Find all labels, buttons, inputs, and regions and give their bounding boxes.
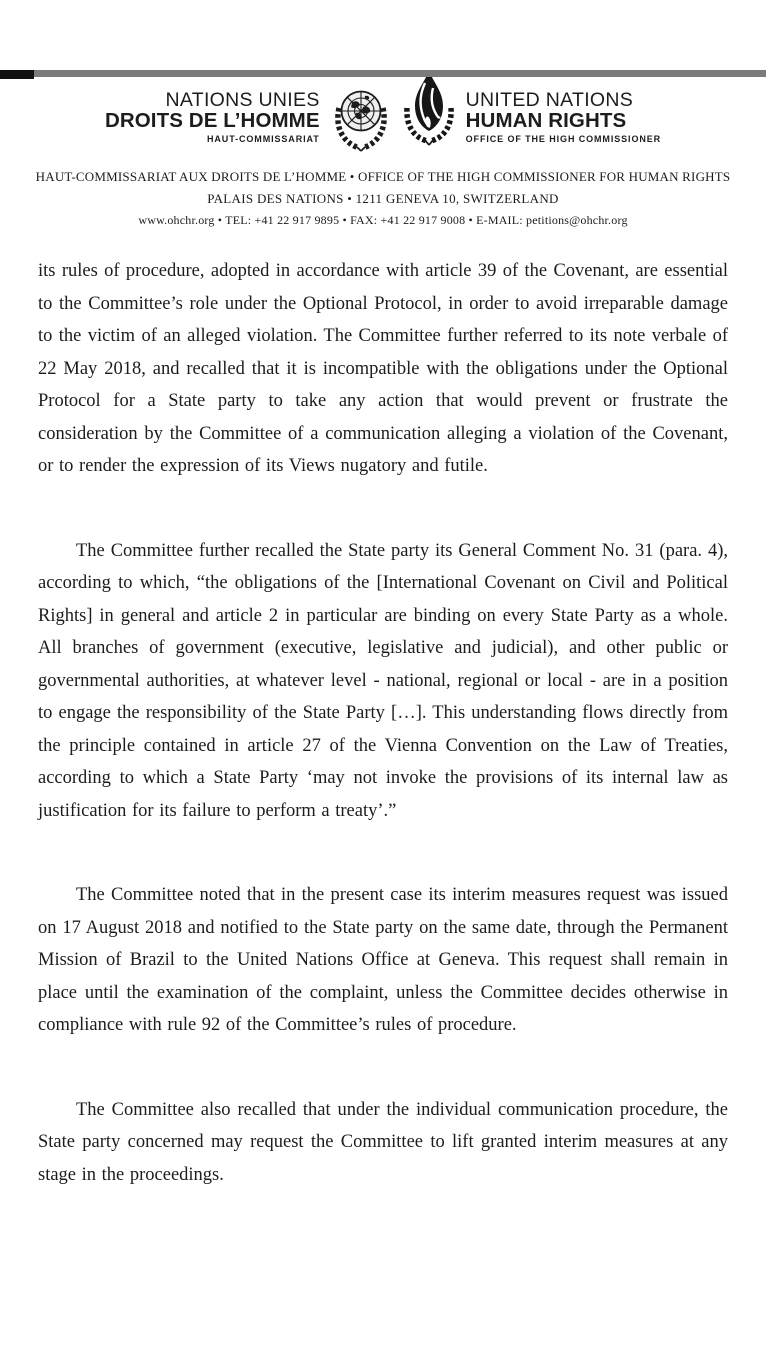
brand-french-line1: NATIONS UNIES: [165, 89, 320, 112]
contact-line-offices: HAUT-COMMISSARIAT AUX DROITS DE L’HOMME • OFFICE OF THE HIGH COMMISSIONER FOR HUMAN RIGHTS: [35, 169, 731, 184]
letterhead: [0, 70, 766, 152]
contact-line-telfax: www.ohchr.org • TEL: +41 22 917 9895 • FAX: +41 22 917 9008 • E-MAIL: petitions@ohchr.org: [138, 213, 628, 227]
ohchr-flame-emblem-icon: [402, 70, 456, 152]
scan-artifact-bar: [0, 70, 766, 77]
scanned-letter-page: [0, 70, 766, 1350]
contact-block: [0, 169, 766, 228]
brand-french-line3: HAUT-COMMISSARIAT: [207, 133, 320, 144]
un-globe-emblem-icon: [330, 84, 392, 152]
brand-french: [105, 90, 320, 144]
brand-english-line2: HUMAN RIGHTS: [465, 109, 627, 133]
letter-body: [38, 255, 728, 1191]
scan-corner-mark: [0, 70, 34, 79]
brand-english: [466, 90, 661, 144]
body-paragraph-4: The Committee also recalled that under the individual communication procedure, the State party concerned may request the Committee to lift granted interim measures at any stage in the proceedings.: [38, 1099, 728, 1185]
contact-line-address: PALAIS DES NATIONS • 1211 GENEVA 10, SWITZERLAND: [207, 191, 559, 206]
brand-english-line1: UNITED NATIONS: [465, 89, 634, 112]
body-paragraph-3: The Committee noted that in the present case its interim measures request was issued on 17 August 2018 and notified to the State party on the same date, through the Permanent Mission of Brazil to the United Nations Office at Geneva. This request shall remain in place until the examination of the complaint, unless the Committee decides otherwise in compliance with rule 92 of the Committee’s rules of procedure.: [38, 885, 728, 1035]
body-paragraph-1: its rules of procedure, adopted in accordance with article 39 of the Covenant, are essential to the Committee’s role under the Optional Protocol, in order to avoid irreparable damage to the victim of an alleged violation. The Committee further referred to its note verbale of 22 May 2018, and recalled that it is incompatible with the obligations under the Optional Protocol for a State party to take any action that would prevent or frustrate the consideration by the Committee of a communication alleging a violation of the Covenant, or to render the expression of its Views nugatory and futile.: [38, 261, 728, 476]
brand-english-line3: OFFICE OF THE HIGH COMMISSIONER: [465, 133, 662, 144]
body-paragraph-2: The Committee further recalled the State party its General Comment No. 31 (para. 4), according to which, “the obligations of the [International Covenant on Civil and Political Rights] in general and article 2 in particular are binding on every State Party as a whole. All branches of government (executive, legislative and judicial), and other public or governmental authorities, at whatever level - national, regional or local - are in a position to engage the responsibility of the State Party […]. This understanding flows directly from the principle contained in article 27 of the Vienna Convention on the Law of Treaties, according to which a State Party ‘may not invoke the provisions of its internal law as justification for its failure to perform a treaty’.”: [38, 540, 728, 821]
brand-french-line2: DROITS DE L’HOMME: [104, 109, 320, 133]
